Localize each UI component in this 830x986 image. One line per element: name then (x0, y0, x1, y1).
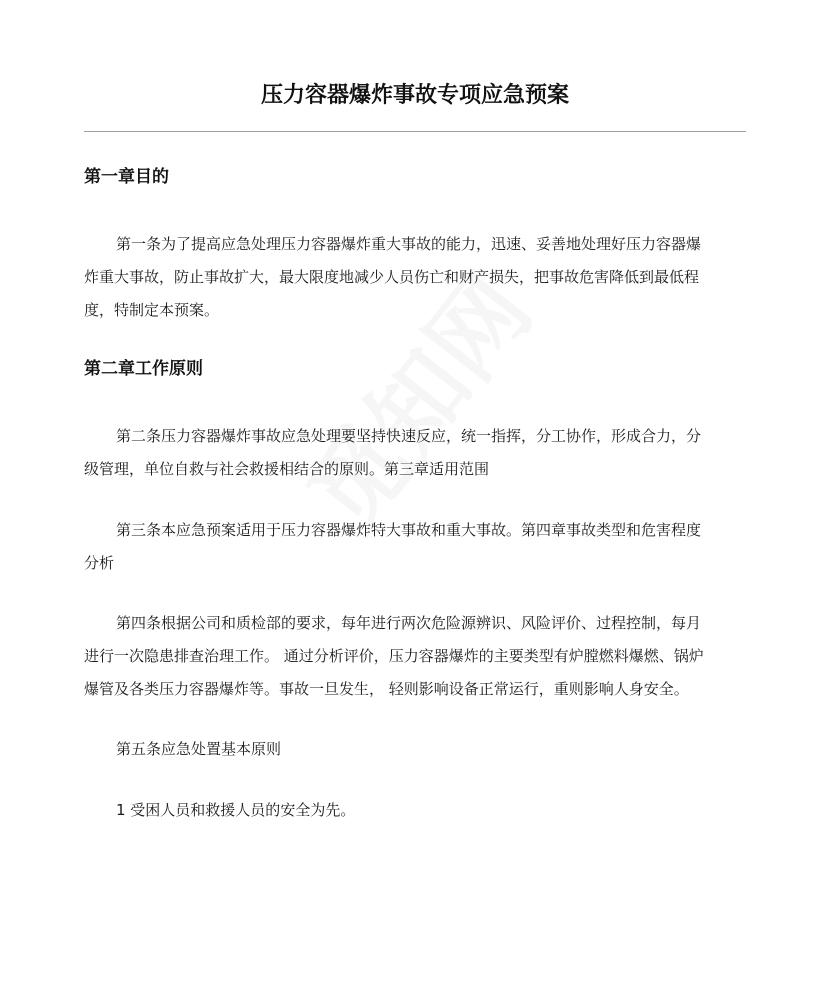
article-4-line-2: 进行一次隐患排查治理工作。 通过分析评价，压力容器爆炸的主要类型有炉膛燃料爆燃、锅炉 (84, 647, 704, 665)
article-3-line-2: 分析 (84, 554, 115, 572)
article-1-paragraph (84, 228, 746, 327)
article-1-line-1: 第一条为了提高应急处理压力容器爆炸重大事故的能力，迅速、妥善地处理好压力容器爆 (116, 235, 702, 253)
article-4-line-1: 第四条根据公司和质检部的要求，每年进行两次危险源辨识、风险评价、过程控制，每月 (116, 614, 702, 632)
article-2-paragraph (84, 420, 746, 486)
article-4-line-3: 爆管及各类压力容器爆炸等。事故一旦发生， 轻则影响设备正常运行，重则影响人身安全。 (84, 680, 689, 698)
article-5-paragraph (84, 733, 746, 766)
chapter-2-heading: 第二章工作原则 (84, 359, 203, 379)
list-item-1-text: 1 受困人员和救援人员的安全为先。 (116, 801, 356, 819)
article-1-line-2: 炸重大事故，防止事故扩大，最大限度地减少人员伤亡和财产损失，把事故危害降低到最低程 (84, 268, 700, 286)
document-title: 压力容器爆炸事故专项应急预案 (260, 83, 569, 108)
list-item-1 (84, 794, 746, 827)
article-1-line-3: 度，特制定本预案。 (84, 301, 220, 319)
article-3-line-1: 第三条本应急预案适用于压力容器爆炸特大事故和重大事故。第四章事故类型和危害程度 (116, 521, 702, 539)
title-divider (84, 131, 746, 132)
chapter-1-heading: 第一章目的 (84, 167, 169, 187)
article-2-line-1: 第二条压力容器爆炸事故应急处理要坚持快速反应，统一指挥，分工协作，形成合力，分 (116, 427, 702, 445)
article-5-line: 第五条应急处置基本原则 (116, 740, 282, 758)
article-4-paragraph (84, 607, 746, 706)
article-3-paragraph (84, 514, 746, 580)
article-2-line-2: 级管理，单位自救与社会救援相结合的原则。第三章适用范围 (84, 460, 490, 478)
